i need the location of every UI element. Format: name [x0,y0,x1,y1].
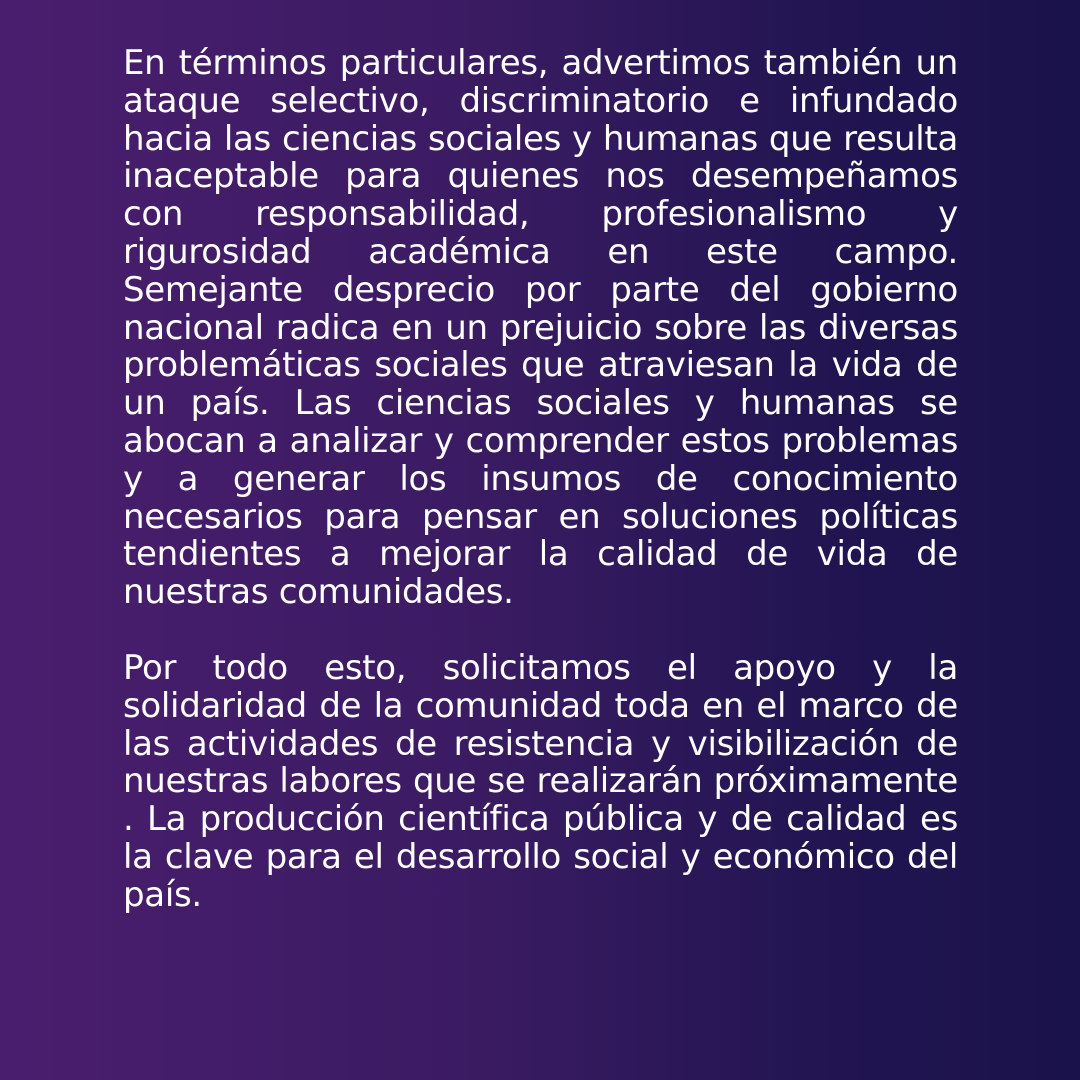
paragraph-call-for-support: Por todo esto, solicitamos el apoyo y la solidaridad de la comunidad toda en el marco de las actividades de resistencia y visibilización de nuestras labores que se realizarán próximamente . La producción científica pública y de calidad es la clave para el desarrollo social y económico del país. [123,647,958,915]
statement-text [123,45,958,915]
paragraph-criticism: En términos particulares, advertimos también un ataque selectivo, discriminatorio e infundado hacia las ciencias sociales y humanas que resulta inaceptable para quienes nos desempeñamos con responsabilidad, profesionalismo y rigurosidad académica en este campo. Semejante desprecio por parte del gobierno nacional radica en un prejuicio sobre las diversas problemáticas sociales que atraviesan la vida de un país. Las ciencias sociales y humanas se abocan a analizar y comprender estos problemas y a generar los insumos de conocimiento necesarios para pensar en soluciones políticas tendientes a mejorar la calidad de vida de nuestras comunidades. [123,43,958,613]
